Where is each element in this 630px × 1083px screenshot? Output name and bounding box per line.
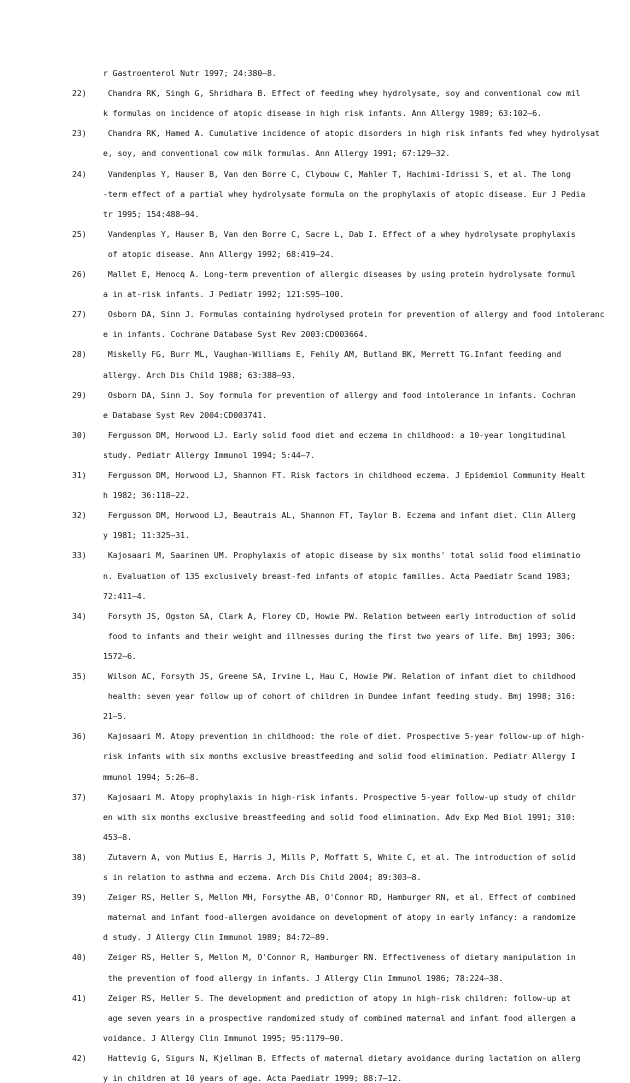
reference-line: allergy. Arch Dis Child 1988; 63:388—93. <box>103 369 296 380</box>
reference-line: a in at-risk infants. J Pediatr 1992; 121:S95—100. <box>103 289 345 300</box>
reference-number: 32) <box>72 510 87 521</box>
reference-line: Vandenplas Y, Hauser B, Van den Borre C, Sacre L, Dab I. Effect of a whey hydrolysate prophylaxis <box>103 228 576 239</box>
reference-number: 24) <box>72 168 87 179</box>
reference-number: 29) <box>72 389 87 400</box>
reference-line: study. Pediatr Allergy Immunol 1994; 5:44—7. <box>103 449 316 460</box>
continuation-line: r Gastroenterol Nutr 1997; 24:380—8. <box>103 68 277 78</box>
reference-line: Fergusson DM, Horwood LJ. Early solid food diet and eczema in childhood: a 10-year longitudinal <box>103 429 566 440</box>
reference-number: 42) <box>72 1052 87 1063</box>
reference-line: voidance. J Allergy Clin Immunol 1995; 95:1179—90. <box>103 1032 345 1043</box>
reference-line: Forsyth JS, Ogston SA, Clark A, Florey CD, Howie PW. Relation between early introduction of solid <box>103 610 576 621</box>
reference-line: age seven years in a prospective randomized study of combined maternal and infant food allergen a <box>103 1012 576 1023</box>
reference-line: y 1981; 11:325—31. <box>103 530 190 541</box>
reference-line: e, soy, and conventional cow milk formulas. Ann Allergy 1991; 67:129—32. <box>103 148 451 159</box>
reference-line: -term effect of a partial whey hydrolysate formula on the prophylaxis of atopic disease. Eur J Pedia <box>103 188 586 199</box>
reference-line: risk infants with six months exclusive breastfeeding and solid food elimination. Pediatr Allergy I <box>103 751 576 762</box>
reference-line: Kajosaari M. Atopy prophylaxis in high-risk infants. Prospective 5-year follow-up study of childr <box>103 791 576 802</box>
reference-number: 36) <box>72 731 87 742</box>
reference-line: food to infants and their weight and illnesses during the first two years of life. Bmj 1993; 306: <box>103 630 576 641</box>
reference-line: e Database Syst Rev 2004:CD003741. <box>103 409 267 420</box>
reference-line: Zutavern A, von Mutius E, Harris J, Mills P, Moffatt S, White C, et al. The introduction of solid <box>103 851 576 862</box>
reference-line: e in infants. Cochrane Database Syst Rev 2003:CD003664. <box>103 329 369 340</box>
reference-number: 28) <box>72 349 87 360</box>
reference-line: h 1982; 36:118—22. <box>103 490 190 501</box>
reference-line: Mallet E, Henocq A. Long-term prevention of allergic diseases by using protein hydrolysate formul <box>103 269 576 279</box>
reference-number: 22) <box>72 88 87 99</box>
reference-line: en with six months exclusive breastfeeding and solid food elimination. Adv Exp Med Biol 1991; 310: <box>103 811 576 822</box>
reference-number: 31) <box>72 470 87 480</box>
reference-line: Vandenplas Y, Hauser B, Van den Borre C, Clybouw C, Mahler T, Hachimi-Idrissi S, et al. The long <box>103 168 571 179</box>
reference-number: 33) <box>72 550 87 561</box>
reference-line: Zeiger RS, Heller S, Mellon MH, Forsythe AB, O'Connor RD, Hamburger RN, et al. Effect of combined <box>103 892 576 903</box>
reference-number: 35) <box>72 671 87 681</box>
reference-line: Zeiger RS, Heller S, Mellon M, O'Connor R, Hamburger RN. Effectiveness of dietary manipulation in <box>103 952 576 963</box>
reference-line: 72:411—4. <box>103 590 147 601</box>
reference-line: Fergusson DM, Horwood LJ, Beautrais AL, Shannon FT, Taylor B. Eczema and infant diet. Clin Allerg <box>103 510 576 521</box>
reference-line: the prevention of food allergy in infants. J Allergy Clin Immunol 1986; 78:224—38. <box>103 972 504 983</box>
reference-line: Zeiger RS, Heller S. The development and prediction of atopy in high-risk children: follow-up at <box>103 992 571 1003</box>
reference-number: 38) <box>72 851 87 862</box>
reference-line: Fergusson DM, Horwood LJ, Shannon FT. Risk factors in childhood eczema. J Epidemiol Community Healt <box>103 470 586 480</box>
reference-line: 21—5. <box>103 711 128 722</box>
reference-line: Osborn DA, Sinn J. Soy formula for prevention of allergy and food intolerance in infants. Cochran <box>103 389 576 400</box>
reference-number: 40) <box>72 952 87 963</box>
reference-number: 37) <box>72 791 87 802</box>
reference-line: d study. J Allergy Clin Immunol 1989; 84:72—89. <box>103 932 330 943</box>
reference-line: health: seven year follow up of cohort of children in Dundee infant feeding study. Bmj 1998; 316: <box>103 691 576 702</box>
reference-line: n. Evaluation of 135 exclusively breast-fed infants of atopic families. Acta Paediatr Scand 1983; <box>103 570 571 581</box>
reference-line: Chandra RK, Hamed A. Cumulative incidence of atopic disorders in high risk infants fed whey hydrolysat <box>103 128 600 139</box>
reference-line: tr 1995; 154:488—94. <box>103 208 200 219</box>
reference-line: of atopic disease. Ann Allergy 1992; 68:419—24. <box>103 248 335 259</box>
reference-line: Wilson AC, Forsyth JS, Greene SA, Irvine L, Hau C, Howie PW. Relation of infant diet to childhood <box>103 671 576 681</box>
reference-number: 23) <box>72 128 87 139</box>
reference-line: Hattevig G, Sigurs N, Kjellman B. Effects of maternal dietary avoidance during lactation on allerg <box>103 1052 581 1063</box>
reference-number: 30) <box>72 429 87 440</box>
reference-line: Osborn DA, Sinn J. Formulas containing hydrolysed protein for prevention of allergy and food intoleranc <box>103 309 605 320</box>
reference-line: s in relation to asthma and eczema. Arch Dis Child 2004; 89:303—8. <box>103 872 422 882</box>
reference-line: y in children at 10 years of age. Acta Paediatr 1999; 88:7—12. <box>103 1073 403 1083</box>
reference-line: mmunol 1994; 5:26—8. <box>103 771 200 782</box>
reference-line: Kajosaari M, Saarinen UM. Prophylaxis of atopic disease by six months' total solid food eliminatio <box>103 550 581 561</box>
reference-number: 34) <box>72 610 87 621</box>
reference-line: maternal and infant food-allergen avoidance on development of atopy in early infancy: a randomize <box>103 912 576 923</box>
reference-number: 25) <box>72 228 87 239</box>
reference-number: 41) <box>72 992 87 1003</box>
reference-line: Chandra RK, Singh G, Shridhara B. Effect of feeding whey hydrolysate, soy and conventional cow mil <box>103 88 581 99</box>
reference-number: 39) <box>72 892 87 903</box>
reference-line: Kajosaari M. Atopy prevention in childhood: the role of diet. Prospective 5-year follow-up of high- <box>103 731 586 742</box>
reference-number: 26) <box>72 269 87 279</box>
reference-line: k formulas on incidence of atopic disease in high risk infants. Ann Allergy 1989; 63:102—6. <box>103 108 542 119</box>
reference-line: Miskelly FG, Burr ML, Vaughan-Williams E, Fehily AM, Butland BK, Merrett TG.Infant feeding and <box>103 349 562 360</box>
reference-number: 27) <box>72 309 87 320</box>
reference-line: 1572—6. <box>103 650 137 661</box>
reference-line: 453—8. <box>103 831 132 842</box>
